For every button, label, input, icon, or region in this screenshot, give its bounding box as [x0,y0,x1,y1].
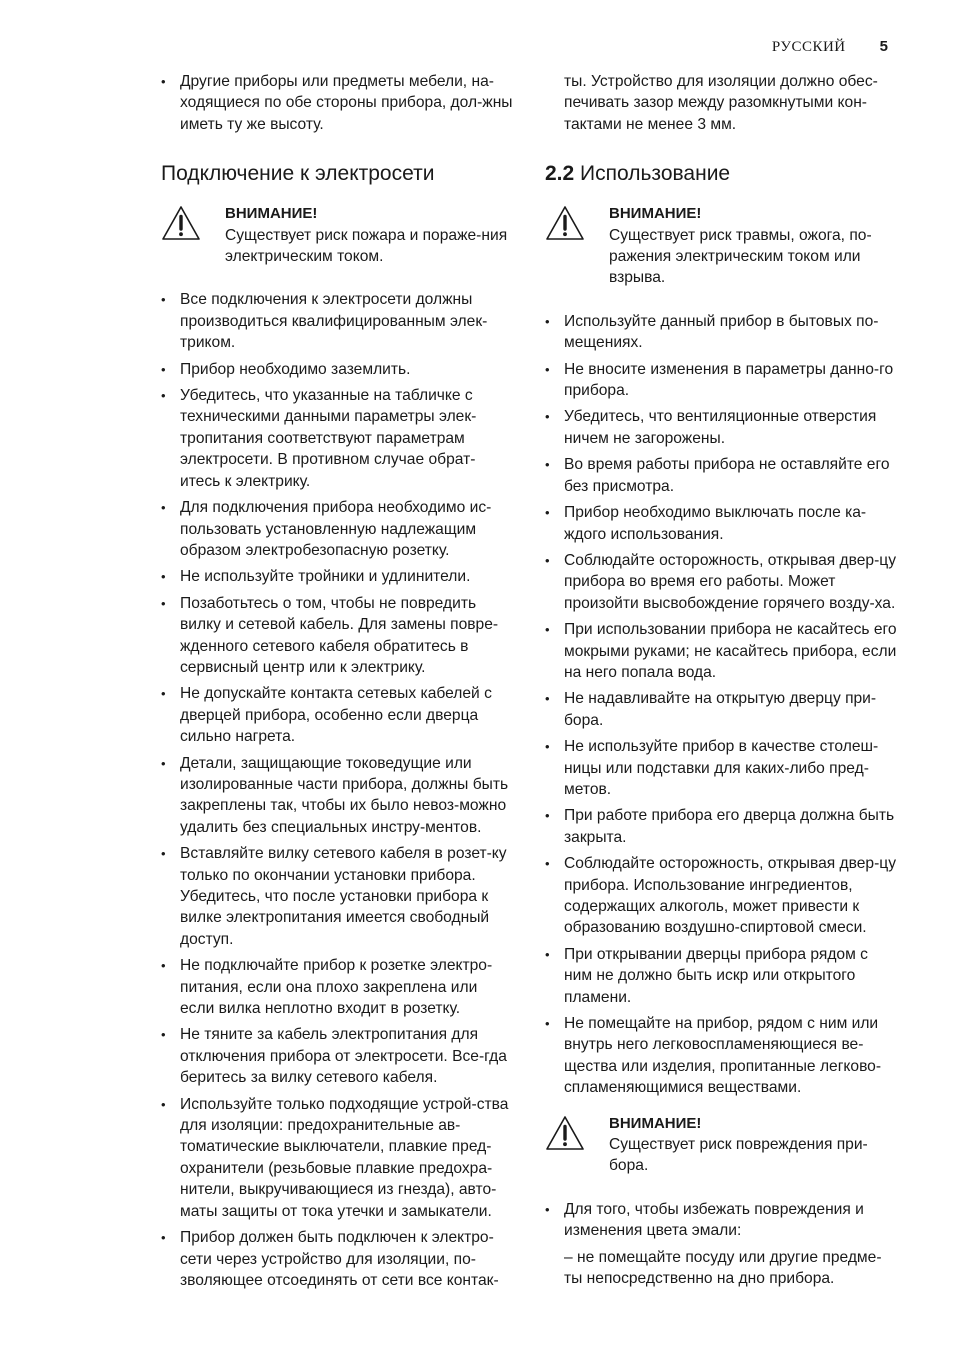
list-item: • Вставляйте вилку сетевого кабеля в розет-ку только по окончании установки прибора. Убедитесь, что после установки прибора к вилке электропитания имеется свободный доступ. [161,843,513,950]
list-item: • Соблюдайте осторожность, открывая двер-цу прибора во время его работы. Может произойти высвобождение горячего возду-ха. [545,550,897,614]
warning-triangle-icon [545,203,609,289]
warning-text: Существует риск пожара и пораже-ния электрическим током. [225,226,508,266]
warning-body [225,203,513,267]
continuation-text: ты. Устройство для изоляции должно обес-печивать зазор между разомкнутыми кон-тактами не менее 3 мм. [564,73,878,133]
section-title-text: Использование [580,162,731,186]
list-item: • Не допускайте контакта сетевых кабелей с дверцей прибора, особенно если дверца сильно нагрета. [161,683,513,747]
electrical-list [161,289,513,1291]
list-item: • Не используйте тройники и удлинители. [161,566,513,587]
list-item: • Детали, защищающие токоведущие или изолированные части прибора, должны быть закреплены так, чтобы их было невоз-можно удалить без специальных инстру-ментов. [161,753,513,839]
page-number: 5 [879,38,888,55]
warning-block [161,203,513,267]
warning-block [545,203,897,289]
warning-triangle-icon [161,203,225,267]
list-item: • Убедитесь, что вентиляционные отверстия ничем не загорожены. [545,406,897,449]
section-title-electrical: Подключение к электросети [161,162,435,186]
list-item: • Соблюдайте осторожность, открывая двер-цу прибора. Использование ингредиентов, содержащих алкоголь, может привести к образованию воздушно-спиртовой смеси. [545,853,897,939]
list-item: • Не надавливайте на открытую дверцу при-бора. [545,688,897,731]
warning-title: ВНИМАНИЕ! [609,1114,702,1132]
list-item: • Не вносите изменения в параметры данно-го прибора. [545,359,897,402]
warning-text: Существует риск повреждения при-бора. [609,1136,868,1175]
list-item: • Используйте только подходящие устрой-ства для изоляции: предохранительные ав-томатические выключатели, плавкие пред-охранители (резьбовые плавкие предохра-нители, выкручивающиеся из гнезда), авто-маты защиты от тока утечки и замыкатели. [161,1094,513,1222]
right-column [545,71,897,1290]
section-number: 2.2 [545,162,575,186]
warning-triangle-icon [545,1113,609,1177]
language-label: РУССКИЙ [771,39,846,55]
list-item: • Используйте данный прибор в бытовых по-мещениях. [545,311,897,354]
intro-list [161,71,513,135]
list-item: • Не помещайте на прибор, рядом с ним или внутрь него легковоспламеняющиеся ве-щества или изделия, пропитанные легково-спламеняющимися веществами. [545,1013,897,1099]
list-item: • При открывании дверцы прибора рядом с ним не должно быть искр или открытого пламени. [545,944,897,1008]
list-item: • Убедитесь, что указанные на табличке с техническими данными параметры элек-тропитания соответствуют параметрам электросети. В противном случае обрат-итесь к электрику. [161,385,513,492]
list-item: • Прибор необходимо выключать после ка-ждого использования. [545,502,897,545]
left-column [161,71,513,1296]
list-item: • Не подключайте прибор к розетке электро-питания, если она плохо закреплена или если вилка неплотно входит в розетку. [161,955,513,1019]
warning-block [545,1113,897,1177]
list-item: • Не тяните за кабель электропитания для отключения прибора от электросети. Все-гда беритесь за вилку сетевого кабеля. [161,1024,513,1088]
list-item: • Не используйте прибор в качестве столеш-ницы или подставки для каких-либо пред-метов. [545,736,897,800]
list-item: • Другие приборы или предметы мебели, на-ходящиеся по обе стороны прибора, дол-жны иметь ту же высоту. [161,71,513,135]
usage-list [545,311,897,1099]
list-item: • Все подключения к электросети должны производиться квалифицированным элек-триком. [161,289,513,353]
dash-item: – не помещайте посуду или другие предме-ты непосредственно на дно прибора. [564,1248,882,1288]
list-item: • Прибор должен быть подключен к электро-сети через устройство для изоляции, по-зволяющее отсоединять от сети все контак- [161,1227,513,1291]
list-item: • Во время работы прибора не оставляйте его без присмотра. [545,454,897,497]
list-item: • При использовании прибора не касайтесь его мокрыми руками; не касайтесь прибора, если на него попала вода. [545,619,897,683]
list-item: • Позаботьтесь о том, чтобы не повредить вилку и сетевой кабель. Для замены повре-жденного сетевого кабеля обратитесь в сервисный центр или к электрику. [161,593,513,679]
warning-text: Существует риск травмы, ожога, по-ражения электрическим током или взрыва. [609,226,872,287]
list-item: • При работе прибора его дверца должна быть закрыта. [545,805,897,848]
list-item: • Прибор необходимо заземлить. [161,359,513,380]
warning-body [609,203,897,289]
warning-title: ВНИМАНИЕ! [225,205,318,223]
list-item: • Для подключения прибора необходимо ис-пользовать установленную надлежащим образом электробезопасную розетку. [161,497,513,561]
section-title-usage [545,161,897,187]
warning-body [609,1113,897,1177]
enamel-list [545,1199,897,1242]
list-item: • Для того, чтобы избежать повреждения и изменения цвета эмали: [545,1199,897,1242]
warning-title: ВНИМАНИЕ! [609,205,702,223]
page-header [772,38,888,56]
